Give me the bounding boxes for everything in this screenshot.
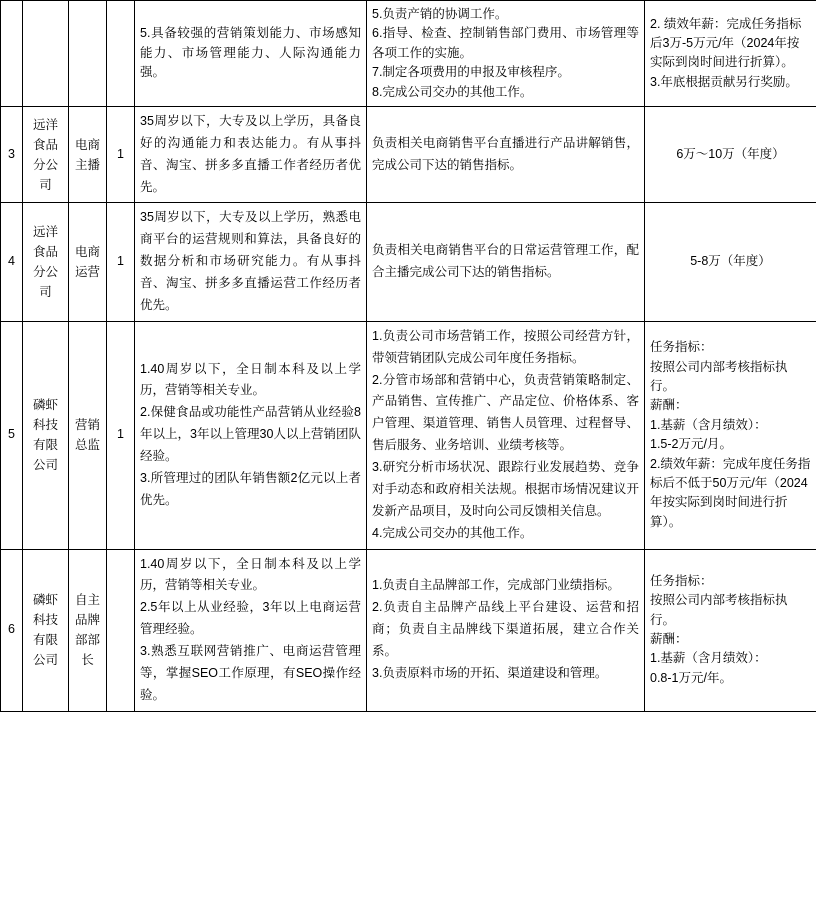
cell-post: 电商主播	[69, 106, 107, 203]
cell-no: 6	[1, 549, 23, 711]
cell-post	[69, 1, 107, 107]
table-row	[1, 106, 816, 203]
cell-no: 4	[1, 203, 23, 321]
cell-duties: 5.负责产销的协调工作。 6.指导、检查、控制销售部门费用、市场管理等各项工作的实施。 7.制定各项费用的申报及审核程序。 8.完成公司交办的其他工作。	[367, 1, 645, 107]
cell-requirements: 1.40周岁以下，全日制本科及以上学历，营销等相关专业。 2.5年以上从业经验，3年以上电商运营管理经验。 3.熟悉互联网营销推广、电商运营管理等，掌握SEO工作原理，有SEO操作经验。	[135, 549, 367, 711]
table-row	[1, 549, 816, 711]
cell-no	[1, 1, 23, 107]
cell-pay: 任务指标： 按照公司内部考核指标执行。 薪酬： 1.基薪（含月绩效）： 1.5-2万元/月。 2.绩效年薪：完成年度任务指标后不低于50万元/年（2024年按实际到岗时间进行折算）。	[645, 321, 816, 549]
table-row	[1, 321, 816, 549]
cell-duties: 负责相关电商销售平台直播进行产品讲解销售，完成公司下达的销售指标。	[367, 106, 645, 203]
cell-duties: 1.负责公司市场营销工作，按照公司经营方针，带领营销团队完成公司年度任务指标。 2.分管市场部和营销中心，负责营销策略制定、产品销售、宣传推广、产品定位、价格体系、客户管理、渠道管理、销售人员管理、过程督导、售后服务、业务培训、业绩考核等。 3.研究分析市场状况、跟踪行业发展趋势、竞争对手动态和政府相关法规。根据市场情况建议开发新产品项目，及时向公司反馈相关信息。 4.完成公司交办的其他工作。	[367, 321, 645, 549]
cell-duties: 1.负责自主品牌部工作，完成部门业绩指标。 2.负责自主品牌产品线上平台建设、运营和招商；负责自主品牌线下渠道拓展，建立合作关系。 3.负责原料市场的开拓、渠道建设和管理。	[367, 549, 645, 711]
cell-post: 电商运营	[69, 203, 107, 321]
cell-pay: 5-8万（年度）	[645, 203, 816, 321]
cell-count: 1	[107, 106, 135, 203]
cell-company: 磷虾科技有限公司	[23, 321, 69, 549]
cell-requirements: 5.具备较强的营销策划能力、市场感知能力、市场管理能力、人际沟通能力强。	[135, 1, 367, 107]
cell-company: 磷虾科技有限公司	[23, 549, 69, 711]
cell-duties: 负责相关电商销售平台的日常运营管理工作，配合主播完成公司下达的销售指标。	[367, 203, 645, 321]
cell-count: 1	[107, 203, 135, 321]
cell-requirements: 1.40周岁以下，全日制本科及以上学历，营销等相关专业。 2.保健食品或功能性产品营销从业经验8年以上，3年以上管理30人以上营销团队经验。 3.所管理过的团队年销售额2亿元以上者优先。	[135, 321, 367, 549]
cell-count: 1	[107, 321, 135, 549]
table-row	[1, 1, 816, 107]
cell-company: 远洋食品分公司	[23, 106, 69, 203]
cell-requirements: 35周岁以下，大专及以上学历，具备良好的沟通能力和表达能力。有从事抖音、淘宝、拼多多直播工作者经历者优先。	[135, 106, 367, 203]
cell-no: 5	[1, 321, 23, 549]
cell-post: 营销总监	[69, 321, 107, 549]
cell-pay: 任务指标： 按照公司内部考核指标执行。 薪酬： 1.基薪（含月绩效）： 0.8-1万元/年。	[645, 549, 816, 711]
cell-post: 自主品牌部部长	[69, 549, 107, 711]
cell-count	[107, 1, 135, 107]
cell-no: 3	[1, 106, 23, 203]
cell-count	[107, 549, 135, 711]
table-row	[1, 203, 816, 321]
cell-pay: 2. 绩效年薪：完成任务指标后3万-5万元/年（2024年按实际到岗时间进行折算）。 3.年底根据贡献另行奖励。	[645, 1, 816, 107]
cell-requirements: 35周岁以下，大专及以上学历，熟悉电商平台的运营规则和算法，具备良好的数据分析和市场研究能力。有从事抖音、淘宝、拼多多直播运营工作经历者优先。	[135, 203, 367, 321]
cell-company	[23, 1, 69, 107]
cell-pay: 6万～10万（年度）	[645, 106, 816, 203]
cell-company: 远洋食品分公司	[23, 203, 69, 321]
